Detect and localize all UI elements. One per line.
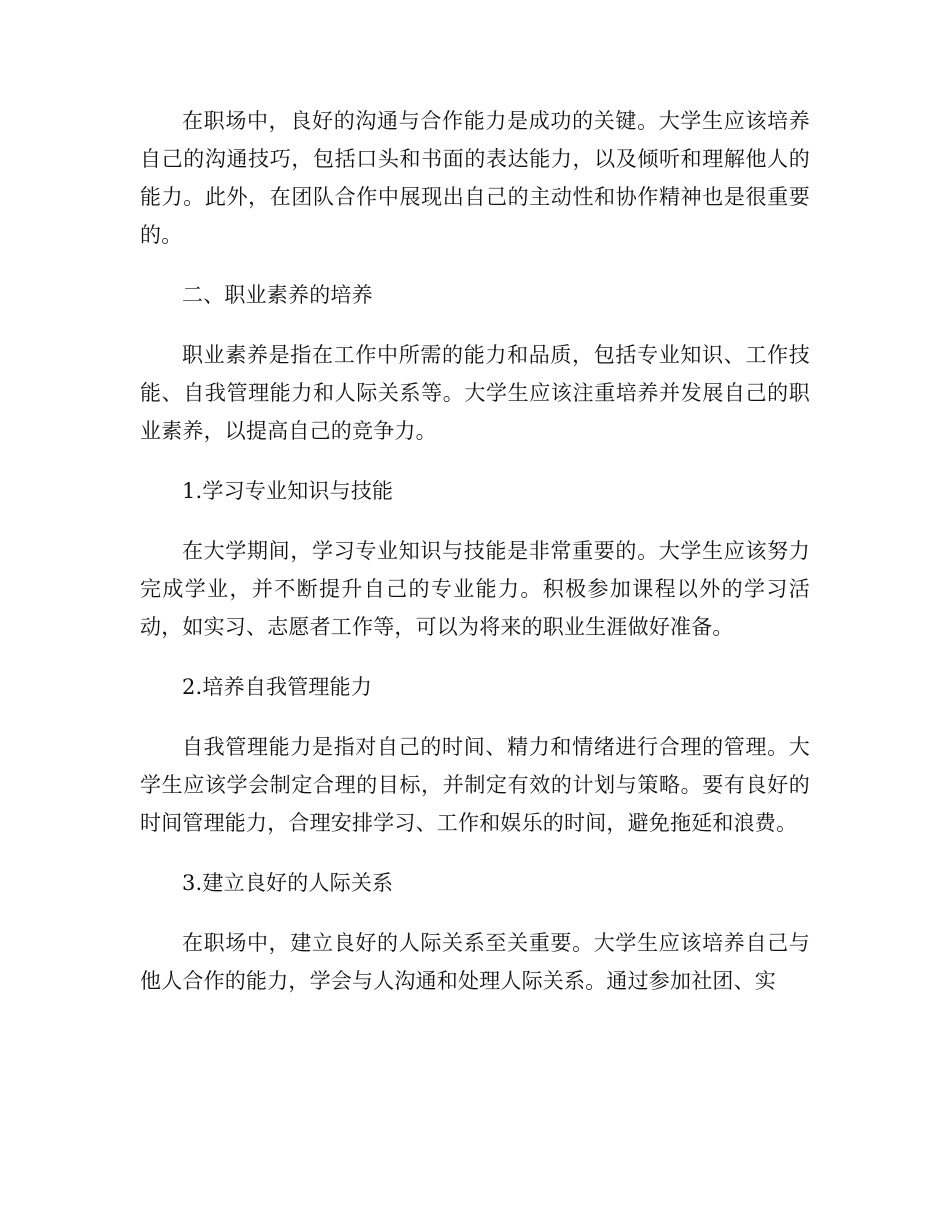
paragraph-professional-quality: 职业素养是指在工作中所需的能力和品质，包括专业知识、工作技能、自我管理能力和人际关系等。大学生应该注重培养并发展自己的职业素养，以提高自己的竞争力。 <box>140 343 810 443</box>
paragraph-communication: 在职场中，良好的沟通与合作能力是成功的关键。大学生应该培养自己的沟通技巧，包括口头和书面的表达能力，以及倾听和理解他人的能力。此外，在团队合作中展现出自己的主动性和协作精神也是很重要的。 <box>140 109 810 247</box>
section-heading-professional-quality: 二、职业素养的培养 <box>182 283 373 307</box>
subheading-study-knowledge: 1.学习专业知识与技能 <box>182 479 394 503</box>
subheading-self-management: 2.培养自我管理能力 <box>182 675 373 699</box>
paragraph-relationships: 在职场中，建立良好的人际关系至关重要。大学生应该培养自己与他人合作的能力，学会与人沟通和处理人际关系。通过参加社团、实 <box>140 931 810 993</box>
document-body <box>140 102 810 1000</box>
paragraph-study-knowledge: 在大学期间，学习专业知识与技能是非常重要的。大学生应该努力完成学业，并不断提升自己的专业能力。积极参加课程以外的学习活动，如实习、志愿者工作等，可以为将来的职业生涯做好准备。 <box>140 539 810 639</box>
subheading-relationships: 3.建立良好的人际关系 <box>182 871 394 895</box>
paragraph-self-management: 自我管理能力是指对自己的时间、精力和情绪进行合理的管理。大学生应该学会制定合理的目标，并制定有效的计划与策略。要有良好的时间管理能力，合理安排学习、工作和娱乐的时间，避免拖延和浪费。 <box>140 735 810 835</box>
